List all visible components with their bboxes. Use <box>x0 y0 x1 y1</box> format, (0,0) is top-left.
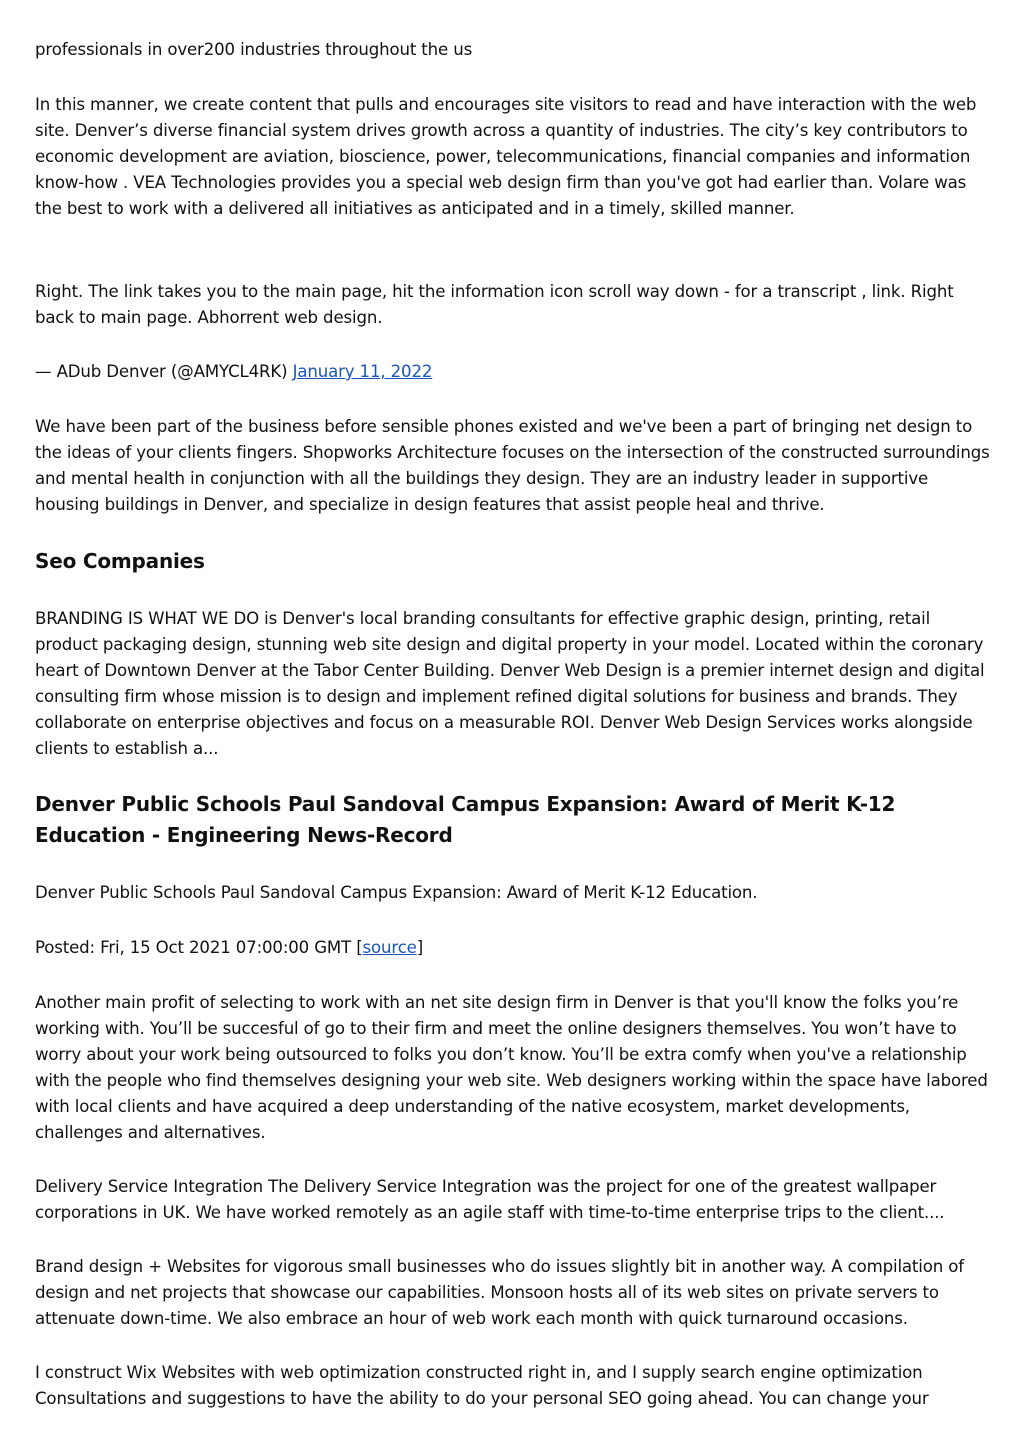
paragraph-branding: BRANDING IS WHAT WE DO is Denver's local branding consultants for effective graphic design, printing, retail product packaging design, stunning web site design and digital property in your model. Located within the coronary heart of Downtown Denver at the Tabor Center Building. Denver Web Design is a premier internet design and digital consulting firm whose mission is to design and implement refined digital solutions for business and brands. They collaborate on enterprise objectives and focus on a measurable ROI. Denver Web Design Services works alongside clients to establish a... <box>35 609 985 758</box>
source-link[interactable]: source <box>362 938 417 957</box>
posted-line <box>35 935 995 961</box>
paragraph-delivery-service: Delivery Service Integration The Delivery Service Integration was the project for one of the greatest wallpaper corporations in UK. We have worked remotely as an agile staff with time-to-time enterprise trips to the client.... <box>35 1177 945 1222</box>
article-summary: Denver Public Schools Paul Sandoval Campus Expansion: Award of Merit K-12 Education. <box>35 883 758 902</box>
heading-seo-companies: Seo Companies <box>35 549 205 573</box>
quote-text: Right. The link takes you to the main page, hit the information icon scroll way down - for a transcript , link. Right back to main page. Abhorrent web design. <box>35 282 954 327</box>
quote-attribution-line <box>35 359 995 385</box>
paragraph-web-design-content: In this manner, we create content that pulls and encourages site visitors to read and have interaction with the web site. Denver’s diverse financial system drives growth across a quantity of industries. The city’s key contributors to economic development are aviation, bioscience, power, telecommunications, financial companies and information know-how . VEA Technologies provides you a special web design firm than you've got had earlier than. Volare was the best to work with a delivered all initiatives as anticipated and in a timely, skilled manner. <box>35 95 977 218</box>
paragraph-local-firm-benefits: Another main profit of selecting to work with an net site design firm in Denver is that you'll know the folks you’re working with. You’ll be succesful of go to their firm and meet the online designers themselves. You won’t have to worry about your work being outsourced to folks you don’t know. You’ll be extra comfy when you've a relationship with the people who find themselves designing your web site. Web designers working within the space have labored with local clients and have acquired a deep understanding of the native ecosystem, market developments, challenges and alternatives. <box>35 993 988 1142</box>
heading-article-title: Denver Public Schools Paul Sandoval Campus Expansion: Award of Merit K-12 Education - Engineering News-Record <box>35 792 896 847</box>
quote-attribution: — ADub Denver (@AMYCL4RK) <box>35 362 293 381</box>
posted-bracket: ] <box>416 938 424 957</box>
paragraph-wix-websites: I construct Wix Websites with web optimization constructed right in, and I supply search engine optimization Consultations and suggestions to have the ability to do your personal SEO going ahead. You can change your <box>35 1363 929 1408</box>
paragraph-industry-history: We have been part of the business before sensible phones existed and we've been a part of bringing net design to the ideas of your clients fingers. Shopworks Architecture focuses on the intersection of the constructed surroundings and mental health in conjunction with all the buildings they design. They are an industry leader in supportive housing buildings in Denver, and specialize in design features that assist people heal and thrive. <box>35 417 990 514</box>
intro-line: professionals in over200 industries throughout the us <box>35 40 473 59</box>
posted-date: Posted: Fri, 15 Oct 2021 07:00:00 GMT [ <box>35 938 363 957</box>
quote-date-link[interactable]: January 11, 2022 <box>292 362 433 381</box>
paragraph-brand-design: Brand design + Websites for vigorous small businesses who do issues slightly bit in another way. A compilation of design and net projects that showcase our capabilities. Monsoon hosts all of its web sites on private servers to attenuate down-time. We also embrace an hour of web work each month with quick turnaround occasions. <box>35 1257 964 1328</box>
